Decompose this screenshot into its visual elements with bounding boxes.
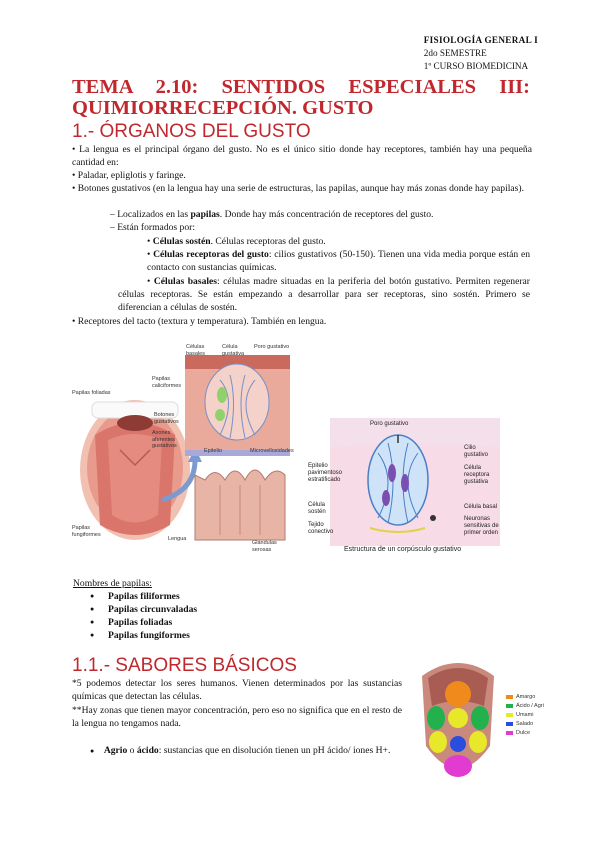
figure2-caption: Estructura de un corpúsculo gustativo xyxy=(344,546,462,553)
label-papilas-foliadas: Papilas foliadas xyxy=(72,390,111,396)
header-semester: 2do SEMESTRE xyxy=(423,48,487,58)
paragraph-sabores-2: **Hay zonas que tienen mayor concentración, pero eso no significa que en el resto de la lengua no tengamos nada. xyxy=(72,705,402,730)
paragraph-sabores-1: *5 podemos detectar los seres humanos. Vienen determinados por las sustancias químicas que detectan las células. xyxy=(72,678,402,703)
label-sosten: Célula sostén xyxy=(308,502,326,515)
label-lengua: Lengua xyxy=(168,536,187,542)
swatch-icon xyxy=(506,704,513,708)
label-neuronas: Neuronas sensitivas de primer orden xyxy=(464,516,499,536)
figure-taste-bud xyxy=(300,418,530,558)
legend-item-umami: Umami xyxy=(506,712,533,718)
label-papilas-fungiformes: Papilas fungiformes xyxy=(72,525,101,538)
legend-item-salado: Salado xyxy=(506,721,533,727)
swatch-icon xyxy=(506,722,513,726)
papilla-item: ● Papilas foliadas xyxy=(90,617,172,628)
paragraph-tacto: • Receptores del tacto (textura y temperatura). También en lengua. xyxy=(72,316,327,327)
label-receptora: Célula receptora gustativa xyxy=(464,465,490,485)
label-tejido: Tejido conectivo xyxy=(308,522,334,535)
papilla-item: ● Papilas filiformes xyxy=(90,591,180,602)
label-botones: Botones gustativos xyxy=(154,412,179,425)
bullet-celulas-receptoras: • Células receptoras del gusto: cilios gustativos (50-150). Tienen una vida media porque están en contacto con sustancias químicas. xyxy=(147,249,531,274)
label-papilas-caliciformes: Papilas caliciformes xyxy=(152,376,182,389)
legend-item-acido: Ácido / Agri xyxy=(506,703,544,709)
label-glandulas: Glándulas serosas xyxy=(252,540,277,553)
figure-tongue-papillae xyxy=(70,340,295,555)
legend-item-amargo: Amargo xyxy=(506,694,535,700)
label-cilio: Cilio gustativo xyxy=(464,445,489,458)
paragraph-paladar: • Paladar, epliglotis y faringe. xyxy=(72,170,186,181)
paragraph-formados: – Están formados por: xyxy=(110,222,195,233)
papilla-item: ● Papilas circunvaladas xyxy=(90,604,197,615)
label-axones: Axones aferentes gustativos xyxy=(152,430,177,449)
document-title-line2: QUIMIORRECEPCIÓN. GUSTO xyxy=(72,97,374,119)
swatch-icon xyxy=(506,713,513,717)
papilla-item: ● Papilas fungiformes xyxy=(90,630,190,641)
bullet-agrio: ● Agrio o ácido: sustancias que en disolución tienen un pH ácido/ iones H+. xyxy=(90,745,391,756)
paragraph-localizados: – Localizados en las papilas. Donde hay más concentración de receptores del gusto. xyxy=(110,209,434,220)
label-celula-gustativa: Célula gustativa xyxy=(222,344,245,357)
document-header xyxy=(424,34,538,73)
label-poro-gustativo: Poro gustativo xyxy=(254,344,290,350)
document-title-line1: TEMA 2.10: SENTIDOS ESPECIALES III: xyxy=(72,76,530,98)
paragraph-botones: • Botones gustativos (en la lengua hay una serie de estructuras, las papilas, aunque hay más zonas donde hay papilas). xyxy=(72,183,525,194)
label-epitelio: Epitelio xyxy=(204,448,223,454)
swatch-icon xyxy=(506,695,513,699)
legend-item-dulce: Dulce xyxy=(506,730,530,736)
label-basal: Célula basal xyxy=(464,504,498,510)
paragraph-lengua: • La lengua es el principal órgano del gusto. No es el único sitio donde hay receptores, también hay una pequeña cantidad en: xyxy=(72,144,532,169)
label-microvellosidades: Microvellosidades xyxy=(250,448,294,454)
label-epitelio-pav: Epitelio pavimentoso estratificado xyxy=(308,463,343,483)
taste-bud-illustration xyxy=(300,418,530,558)
swatch-icon xyxy=(506,731,513,735)
label-celulas-basales: Células basales xyxy=(186,344,205,357)
label-poro: Poro gustativo xyxy=(370,421,409,427)
section-heading-sabores: 1.1.- SABORES BÁSICOS xyxy=(72,655,297,676)
tongue-map-illustration xyxy=(418,656,498,786)
bullet-celulas-sosten: • Células sostén. Células receptoras del gusto. xyxy=(147,236,326,247)
section-heading-organos: 1.- ÓRGANOS DEL GUSTO xyxy=(72,121,311,142)
header-course: 1º CURSO BIOMEDICINA xyxy=(423,61,529,71)
header-subject: FISIOLOGÍA GENERAL I xyxy=(423,35,538,45)
papillae-list-title: Nombres de papilas: xyxy=(73,578,152,589)
figure-tongue-taste-map xyxy=(418,656,498,786)
bullet-celulas-basales: • Células basales: células madre situadas en la periferia del botón gustativo. Permiten regenerar células receptoras. Se están empezando a desarrollar para ser receptoras, sino sostén. Primero se diferencian a células de sostén. xyxy=(118,276,530,314)
